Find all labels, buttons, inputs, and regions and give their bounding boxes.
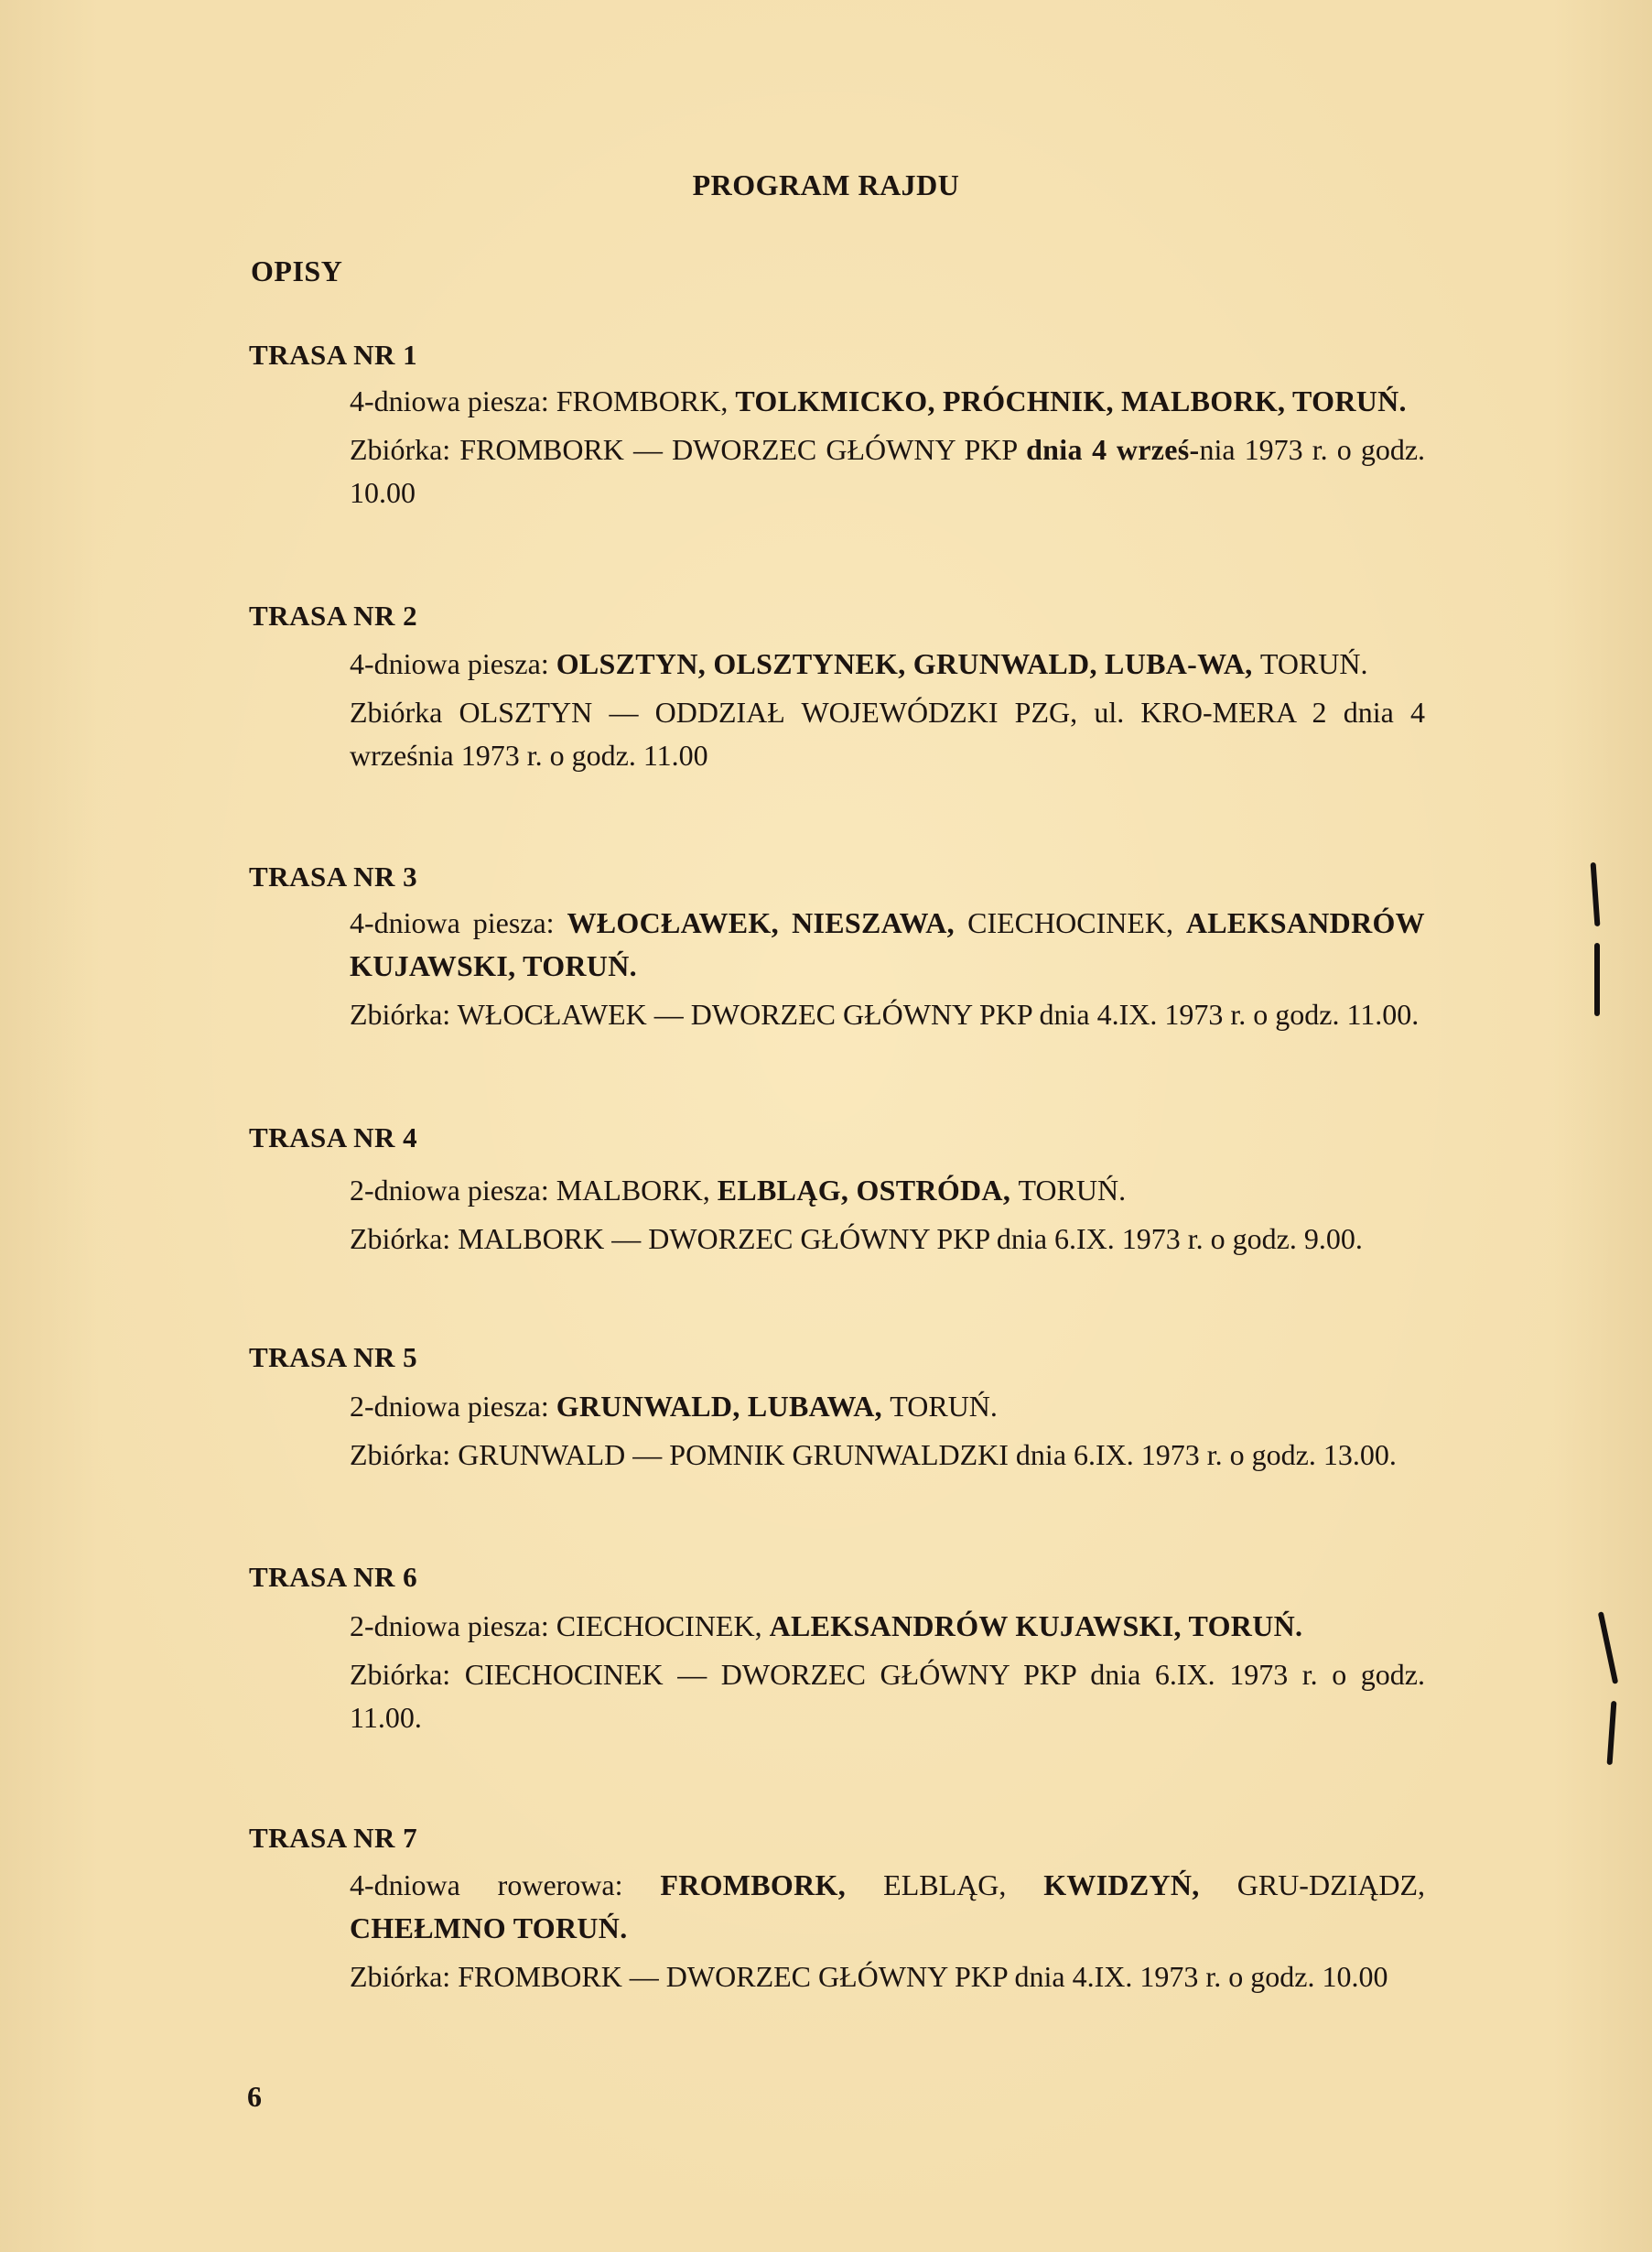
route-itinerary bbox=[350, 1605, 1425, 1648]
route-meeting-point bbox=[350, 1434, 1425, 1477]
text-run: 4-dniowa rowerowa: bbox=[350, 1868, 661, 1901]
route-description bbox=[350, 1385, 1425, 1477]
text-run: 2-dniowa piesza: bbox=[350, 1390, 556, 1423]
bold-text-run: dnia 4 wrześ- bbox=[1026, 433, 1200, 466]
text-run: 4-dniowa piesza: bbox=[350, 384, 556, 417]
bold-text-run: TOLKMICKO, PRÓCHNIK, MALBORK, TORUŃ. bbox=[735, 384, 1407, 417]
route-description bbox=[350, 380, 1425, 514]
page-number: 6 bbox=[247, 2080, 262, 2113]
route-description bbox=[350, 1605, 1425, 1739]
route-heading: TRASA NR 2 bbox=[249, 600, 418, 632]
bold-text-run: OLSZTYN, OLSZTYNEK, GRUNWALD, LUBA-WA, bbox=[556, 647, 1260, 680]
text-run: nia 1973 r. o godz. 10.00 bbox=[350, 433, 1426, 509]
text-run: 2-dniowa piesza: MALBORK, bbox=[350, 1174, 718, 1207]
route-meeting-point bbox=[350, 1218, 1425, 1261]
bold-text-run: ALEKSANDRÓW KUJAWSKI, TORUŃ. bbox=[769, 1609, 1303, 1642]
text-run: Zbiórka: GRUNWALD — POMNIK GRUNWALDZKI dnia 6.IX. 1973 r. o godz. 13.00. bbox=[350, 1438, 1397, 1471]
route-heading: TRASA NR 5 bbox=[249, 1341, 418, 1373]
text-run: 4-dniowa piesza: bbox=[350, 906, 567, 939]
bold-text-run: WŁOCŁAWEK, NIESZAWA, bbox=[567, 906, 968, 939]
text-run: 4-dniowa piesza: bbox=[350, 647, 556, 680]
route-description bbox=[350, 1864, 1425, 1998]
text-run: Zbiórka: WŁOCŁAWEK — DWORZEC GŁÓWNY PKP dnia 4.IX. 1973 r. o godz. 11.00. bbox=[350, 998, 1420, 1031]
bold-text-run: ALEKSANDRÓW KUJAWSKI, TORUŃ. bbox=[350, 906, 1425, 982]
route-itinerary bbox=[350, 380, 1425, 423]
route-itinerary bbox=[350, 1385, 1425, 1428]
text-run: TORUŃ. bbox=[1018, 1174, 1127, 1207]
bold-text-run: FROMBORK, bbox=[660, 1868, 884, 1901]
bold-text-run: CHEŁMNO TORUŃ. bbox=[350, 1911, 628, 1944]
bold-text-run: ELBLĄG, OSTRÓDA, bbox=[717, 1174, 1019, 1207]
route-heading: TRASA NR 1 bbox=[249, 339, 418, 371]
route-description bbox=[350, 1169, 1425, 1261]
route-meeting-point bbox=[350, 1955, 1425, 1998]
section-label: OPISY bbox=[251, 254, 343, 287]
bold-text-run: KWIDZYŃ, bbox=[1043, 1868, 1237, 1901]
text-run: Zbiórka: MALBORK — DWORZEC GŁÓWNY PKP dnia 6.IX. 1973 r. o godz. 9.00. bbox=[350, 1222, 1363, 1255]
route-description bbox=[350, 902, 1425, 1036]
text-run: ELBLĄG, bbox=[883, 1868, 1044, 1901]
route-meeting-point bbox=[350, 428, 1425, 514]
text-run: TORUŃ. bbox=[890, 1390, 998, 1423]
text-run: Zbiórka: CIECHOCINEK — DWORZEC GŁÓWNY PKP dnia 6.IX. 1973 r. o godz. 11.00. bbox=[350, 1658, 1425, 1734]
text-run: TORUŃ. bbox=[1259, 647, 1368, 680]
text-run: 2-dniowa piesza: CIECHOCINEK, bbox=[350, 1609, 770, 1642]
text-run: Zbiórka: FROMBORK — DWORZEC GŁÓWNY PKP dnia 4.IX. 1973 r. o godz. 10.00 bbox=[350, 1960, 1388, 1993]
bold-text-run: GRUNWALD, LUBAWA, bbox=[556, 1390, 891, 1423]
route-heading: TRASA NR 3 bbox=[249, 861, 418, 893]
binding-mark bbox=[1598, 1611, 1619, 1684]
route-meeting-point bbox=[350, 691, 1425, 777]
route-itinerary bbox=[350, 643, 1425, 686]
page-title: PROGRAM RAJDU bbox=[692, 168, 960, 201]
route-meeting-point bbox=[350, 993, 1425, 1036]
binding-mark bbox=[1594, 943, 1600, 1016]
route-description bbox=[350, 643, 1425, 777]
text-run: Zbiórka: FROMBORK — DWORZEC GŁÓWNY PKP bbox=[350, 433, 1027, 466]
route-itinerary bbox=[350, 902, 1425, 988]
binding-mark bbox=[1607, 1701, 1617, 1765]
text-run: Zbiórka OLSZTYN — ODDZIAŁ WOJEWÓDZKI PZG, ul. KRO-MERA 2 dnia 4 września 1973 r. o godz. 11.00 bbox=[350, 696, 1425, 772]
text-run: FROMBORK, bbox=[556, 384, 736, 417]
route-itinerary bbox=[350, 1864, 1425, 1950]
route-itinerary bbox=[350, 1169, 1425, 1212]
route-heading: TRASA NR 7 bbox=[249, 1822, 418, 1854]
text-run: CIECHOCINEK, bbox=[967, 906, 1186, 939]
route-meeting-point bbox=[350, 1653, 1425, 1739]
route-heading: TRASA NR 4 bbox=[249, 1121, 418, 1153]
text-run: GRU-DZIĄDZ, bbox=[1236, 1868, 1426, 1901]
route-heading: TRASA NR 6 bbox=[249, 1561, 418, 1593]
binding-mark bbox=[1591, 862, 1601, 926]
